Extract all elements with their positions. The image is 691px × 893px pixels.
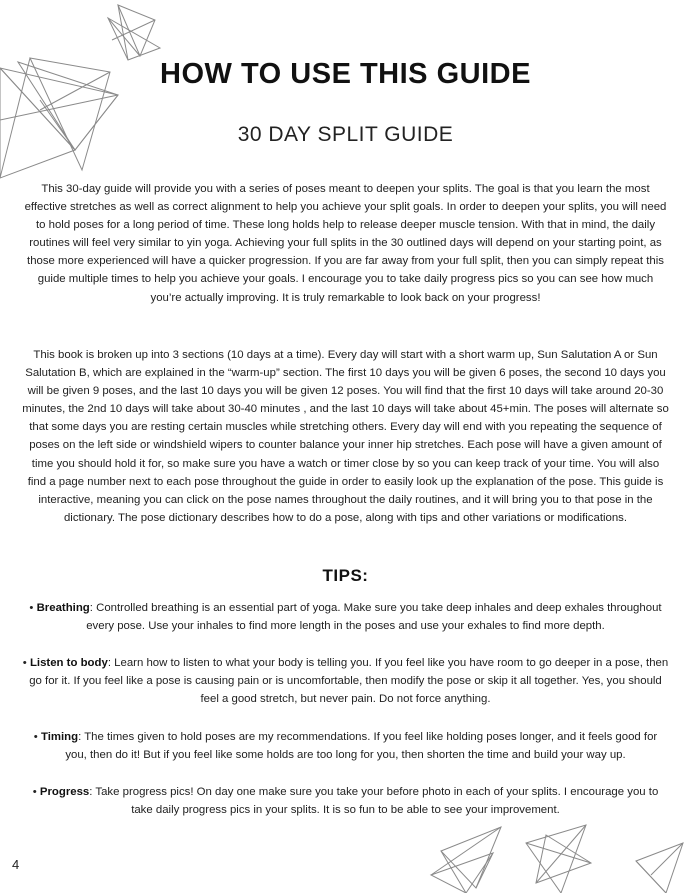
sections-paragraph: This book is broken up into 3 sections (10 days at a time). Every day will start with a short warm up, Sun Salutation A or Sun Salutation B, which are explained in the “warm-up” section. The first 10 days you will be given 6 poses, the second 10 days you will be given 9 poses, and the last 10 days you will be given 12 poses. You will find that the first 10 days will take around 20-30 minutes, the 2nd 10 days will take about 30-40 minutes , and the last 10 days will take about 45+min. The poses will alternate so that some days you are resting certain muscles while stretching others. Every day will end with you repeating the sequence of poses on the left side or windshield wipers to counter balance your inner hip stretches. Each pose will have a given amount of time you should hold it for, so make sure you have a watch or timer close by so you can keep track of your time. You will also find a page number next to each pose throughout the guide in order to easily look up the explanation of the pose. This guide is interactive, meaning you can click on the pose names throughout the daily routines, and it will bring you to that pose in the dictionary. The pose dictionary describes how to do a pose, along with tips and other variations or modifications.	[22, 349, 669, 524]
bullet: •	[33, 731, 38, 743]
page-title: HOW TO USE THIS GUIDE	[160, 58, 531, 90]
intro-paragraph: This 30-day guide will provide you with a series of poses meant to deepen your splits. The goal is that you learn the most effective stretches as well as correct alignment to help you achieve your split goals. In order to deepen your splits, you will need to hold poses for a long period of time. These long holds help to release deeper muscle tension. With that in mind, the daily routines will feel very similar to yin yoga. Achieving your full splits in the 30 outlined days will depend on your starting point, as those more experienced will have a quicker progression. If you are far away from your full split, then you can simply repeat this guide multiple times to help you achieve your goals. I encourage you to take daily progress pics so you can see how much you’re actually improving. It is truly remarkable to look back on your progress!	[24, 183, 667, 304]
tip-text: Learn how to listen to what your body is telling you. If you feel like you have room to go deeper in a pose, then go for it. If you feel like a pose is causing pain or is uncomfortable, then modify the pose or skip it all together. Yes, you should feel a good stretch, but never pain. Do not force anything.	[29, 657, 669, 706]
tip-separator: :	[89, 602, 93, 614]
bullet: •	[22, 657, 27, 669]
bullet: •	[32, 786, 37, 798]
tip-listen-to-body	[22, 654, 669, 709]
tip-progress	[22, 783, 669, 819]
tip-term: Breathing	[36, 602, 90, 614]
tip-text: The times given to hold poses are my recommendations. If you feel like holding poses longer, and it feels good for you, then do it! But if you feel like some holds are too long for you, then shorten the time and build your way up.	[65, 731, 658, 762]
geometric-line-art-top-left	[0, 0, 200, 200]
tip-term: Progress	[39, 786, 90, 798]
page-number: 4	[12, 857, 20, 872]
tip-text: Controlled breathing is an essential part of yoga. Make sure you take deep inhales and deep exhales throughout every pose. Use your inhales to find more length in the poses and use your exhales to find more depth.	[86, 602, 662, 633]
tip-term: Timing	[40, 731, 79, 743]
tip-separator: :	[78, 731, 82, 743]
tip-term: Listen to body	[29, 657, 108, 669]
tip-text: Take progress pics! On day one make sure you take your before photo in each of your splits. I encourage you to take daily progress pics in your splits. It is so fun to be able to see your improvement.	[92, 786, 659, 817]
tip-breathing	[22, 599, 669, 635]
tip-timing	[22, 728, 669, 764]
tip-separator: :	[107, 657, 111, 669]
tip-separator: :	[89, 786, 93, 798]
bullet: •	[29, 602, 34, 614]
geometric-line-art-bottom-right	[421, 813, 691, 893]
page-subtitle: 30 DAY SPLIT GUIDE	[237, 123, 454, 146]
tips-heading: TIPS:	[322, 566, 369, 585]
